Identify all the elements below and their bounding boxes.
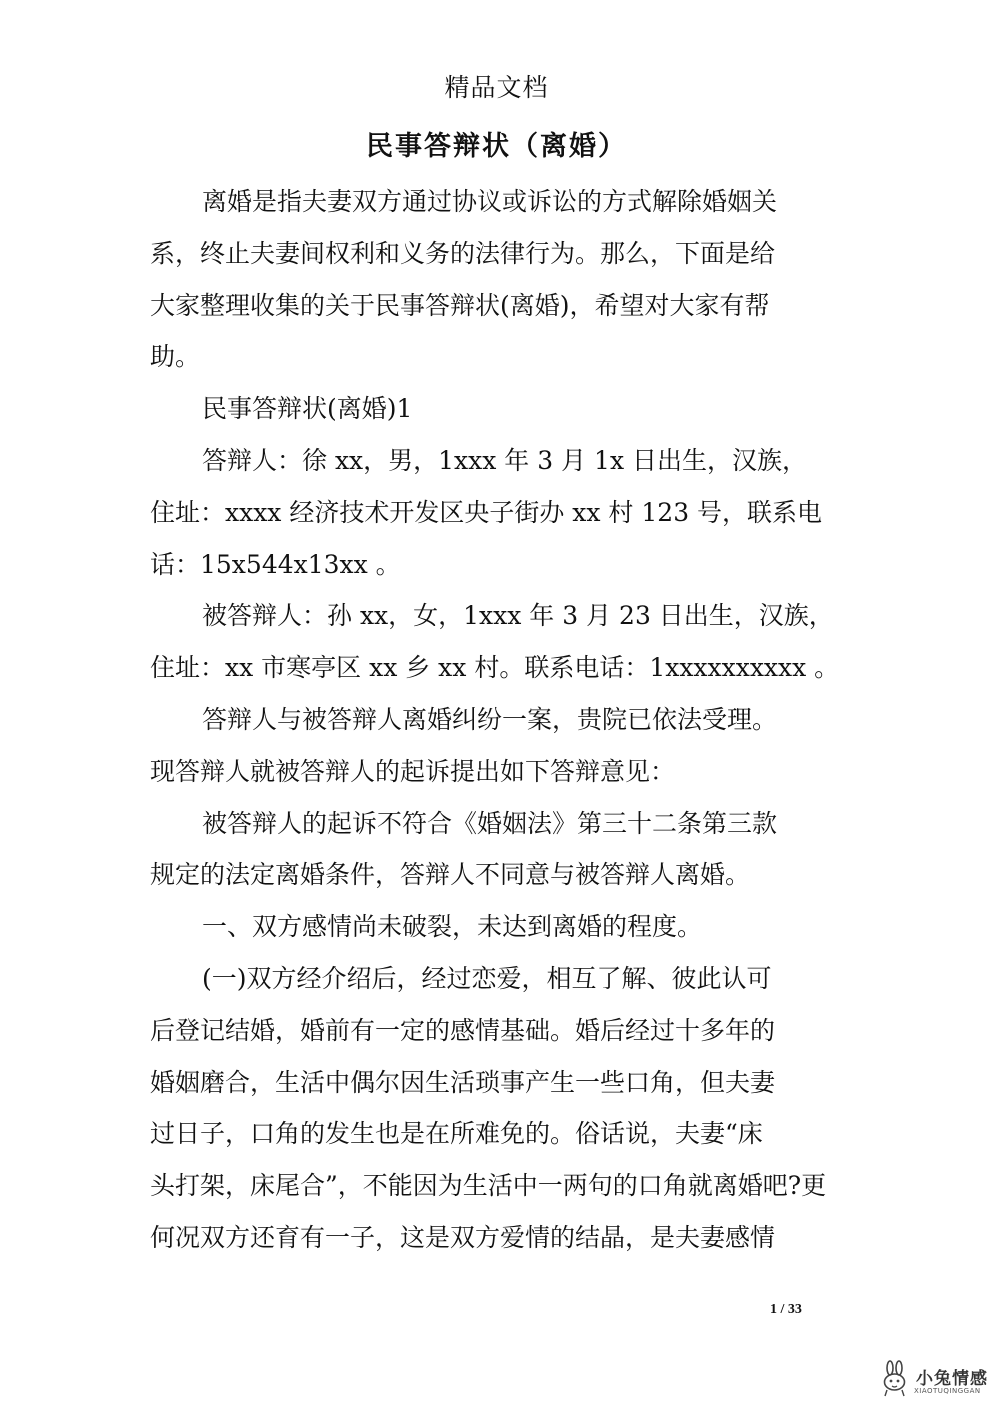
page-number: 1 / 33: [770, 1302, 802, 1317]
text-line: 离婚是指夫妻双方通过协议或诉讼的方式解除婚姻关: [202, 187, 778, 216]
text-line: 被答辩人的起诉不符合《婚姻法》第三十二条第三款: [202, 808, 778, 838]
text-line: (一)双方经介绍后，经过恋爱，相互了解、彼此认可: [202, 963, 772, 993]
text-line: 何况双方还育有一子，这是双方爱情的结晶，是夫妻感情: [150, 1222, 776, 1252]
text-line: 被答辩人：孙 xx，女，1xxx 年 3 月 23 日出生，汉族，: [202, 601, 834, 631]
document-title: 民事答辩状（离婚）: [366, 131, 627, 162]
text-line: 民事答辩状(离婚)1: [202, 394, 413, 424]
text-line: 现答辩人就被答辩人的起诉提出如下答辩意见：: [150, 756, 676, 786]
watermark-brand: 小兔情感: [916, 1369, 988, 1389]
text-line: 婚姻磨合，生活中偶尔因生活琐事产生一些口角，但夫妻: [150, 1067, 776, 1097]
text-line: 过日子，口角的发生也是在所难免的。俗话说，夫妻“床: [150, 1119, 763, 1149]
text-line: 答辩人与被答辩人离婚纠纷一案，贵院已依法受理。: [202, 704, 778, 734]
document-body: [150, 176, 850, 1264]
text-line: 头打架，床尾合”，不能因为生活中一两句的口角就离婚吧?更: [150, 1171, 827, 1201]
text-line: 答辩人：徐 xx，男，1xxx 年 3 月 1x 日出生，汉族，: [202, 445, 807, 475]
document-header: 精品文档: [444, 73, 549, 102]
watermark-subtitle: XIAOTUQINGGAN: [914, 1387, 981, 1395]
rabbit-logo-icon: [878, 1360, 912, 1398]
text-line: 话：15x544x13xx 。: [150, 549, 401, 579]
text-line: 规定的法定离婚条件，答辩人不同意与被答辩人离婚。: [150, 860, 751, 890]
watermark: [878, 1360, 990, 1400]
text-line: 住址：xx 市寒亭区 xx 乡 xx 村。联系电话：1xxxxxxxxxx 。: [150, 653, 840, 683]
text-line: 大家整理收集的关于民事答辩状(离婚)，希望对大家有帮: [150, 290, 770, 320]
text-line: 后登记结婚，婚前有一定的感情基础。婚后经过十多年的: [150, 1015, 776, 1045]
text-line: 系，终止夫妻间权利和义务的法律行为。那么，下面是给: [150, 238, 776, 268]
text-line: 一、双方感情尚未破裂，未达到离婚的程度。: [202, 912, 703, 942]
text-line: 住址：xxxx 经济技术开发区央子街办 xx 村 123 号，联系电: [150, 497, 823, 527]
text-line: 助。: [150, 342, 201, 372]
